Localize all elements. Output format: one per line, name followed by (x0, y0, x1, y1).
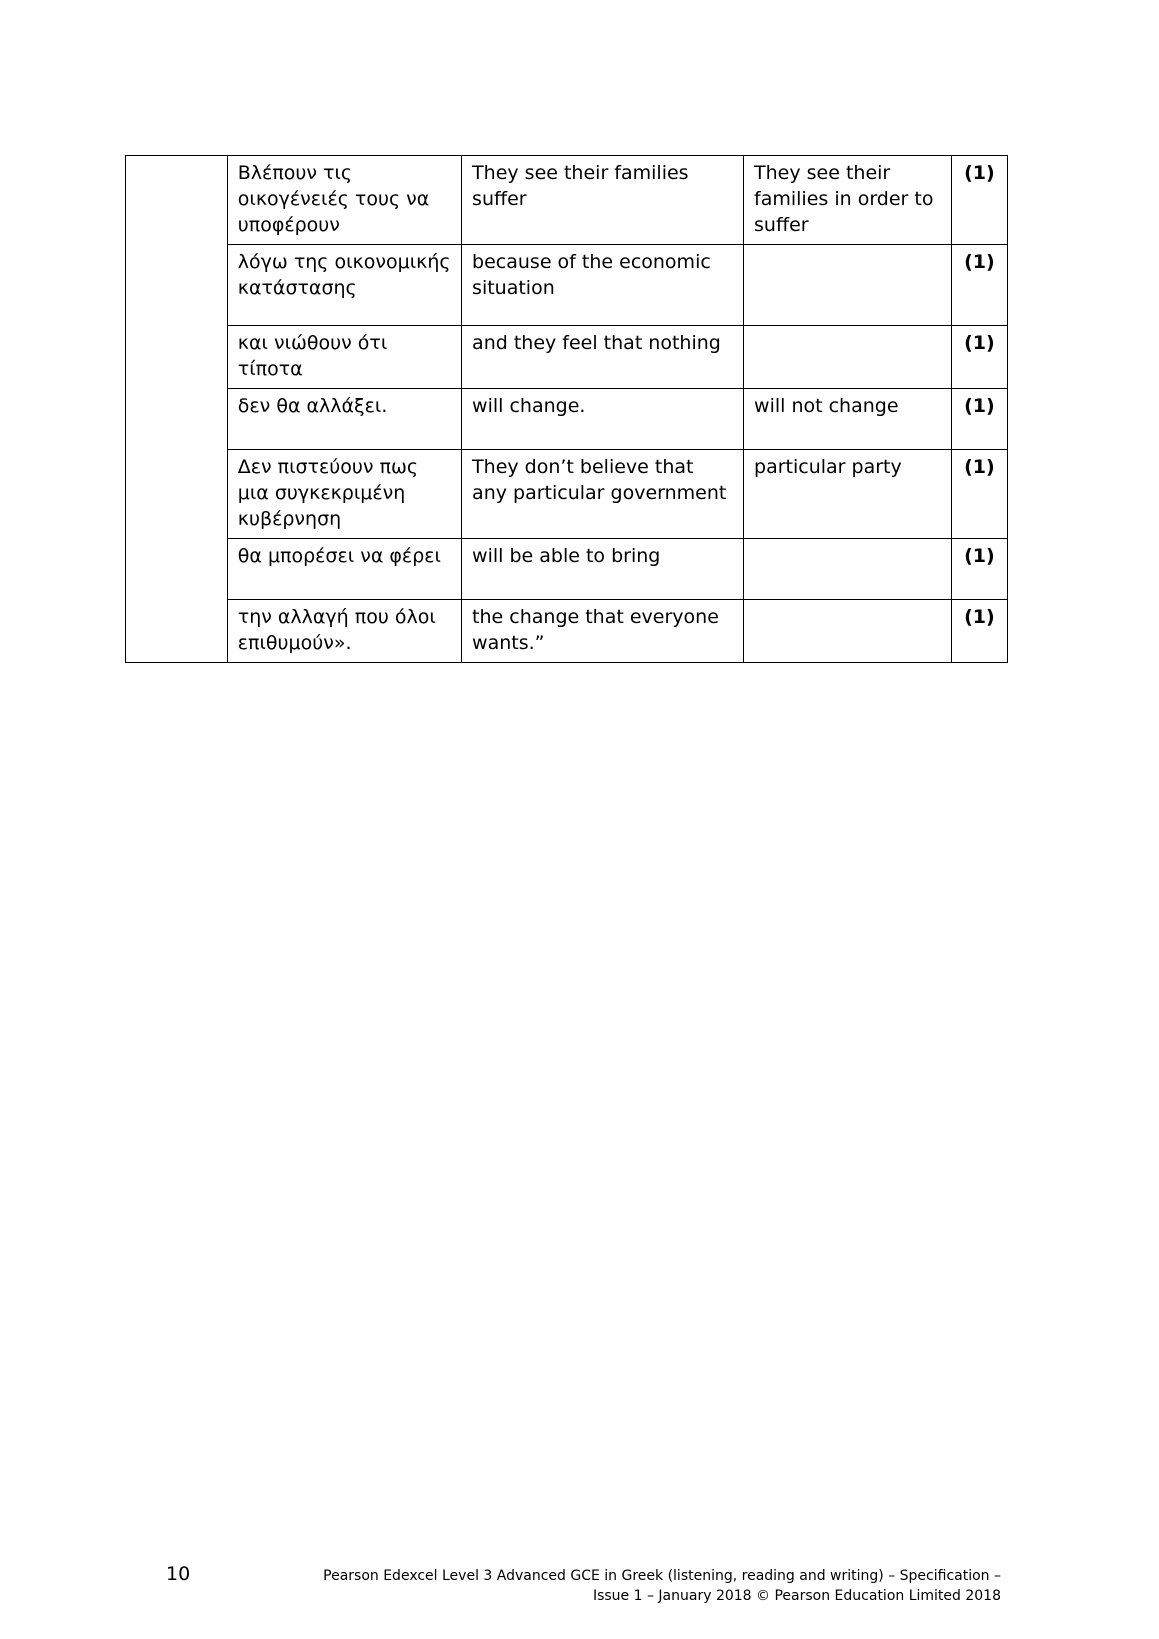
reject-answer-cell: will not change (744, 389, 952, 450)
accept-answer-cell: They see their families suffer (462, 156, 744, 245)
table-row (126, 450, 1008, 539)
mark-scheme-table (125, 155, 1008, 663)
greek-text-cell: θα μπορέσει να φέρει (227, 539, 461, 600)
page-number: 10 (166, 1563, 191, 1585)
accept-answer-cell: will change. (462, 389, 744, 450)
accept-answer-cell: and they feel that nothing (462, 326, 744, 389)
greek-text-cell: δεν θα αλλάξει. (227, 389, 461, 450)
greek-text-cell: την αλλαγή που όλοι επιθυμούν». (227, 600, 461, 663)
mark-cell: (1) (951, 156, 1007, 245)
mark-cell: (1) (951, 450, 1007, 539)
greek-text-cell: λόγω της οικονομικής κατάστασης (227, 245, 461, 326)
accept-answer-cell: the change that everyone wants.” (462, 600, 744, 663)
greek-text-cell: Δεν πιστεύουν πως μια συγκεκριμένη κυβέρνηση (227, 450, 461, 539)
accept-answer-cell: because of the economic situation (462, 245, 744, 326)
footer-line-2: Issue 1 – January 2018 © Pearson Education Limited 2018 (592, 1588, 1001, 1604)
reject-answer-cell: They see their families in order to suffer (744, 156, 952, 245)
reject-answer-cell (744, 245, 952, 326)
table-row (126, 156, 1008, 245)
table-row (126, 539, 1008, 600)
reject-answer-cell (744, 539, 952, 600)
reject-answer-cell (744, 326, 952, 389)
mark-cell: (1) (951, 326, 1007, 389)
mark-cell: (1) (951, 245, 1007, 326)
table-row (126, 326, 1008, 389)
accept-answer-cell: They don’t believe that any particular government (462, 450, 744, 539)
reject-answer-cell: particular party (744, 450, 952, 539)
greek-text-cell: και νιώθουν ότι τίποτα (227, 326, 461, 389)
mark-cell: (1) (951, 539, 1007, 600)
footer-citation (281, 1566, 1001, 1606)
mark-cell: (1) (951, 600, 1007, 663)
mark-cell: (1) (951, 389, 1007, 450)
greek-text-cell: Βλέπουν τις οικογένειές τους να υποφέρουν (227, 156, 461, 245)
table-row (126, 389, 1008, 450)
reject-answer-cell (744, 600, 952, 663)
footer-line-1: Pearson Edexcel Level 3 Advanced GCE in Greek (listening, reading and writing) – Specification – (323, 1568, 1001, 1584)
question-number-cell (126, 156, 228, 663)
accept-answer-cell: will be able to bring (462, 539, 744, 600)
table-row (126, 245, 1008, 326)
table-row (126, 600, 1008, 663)
